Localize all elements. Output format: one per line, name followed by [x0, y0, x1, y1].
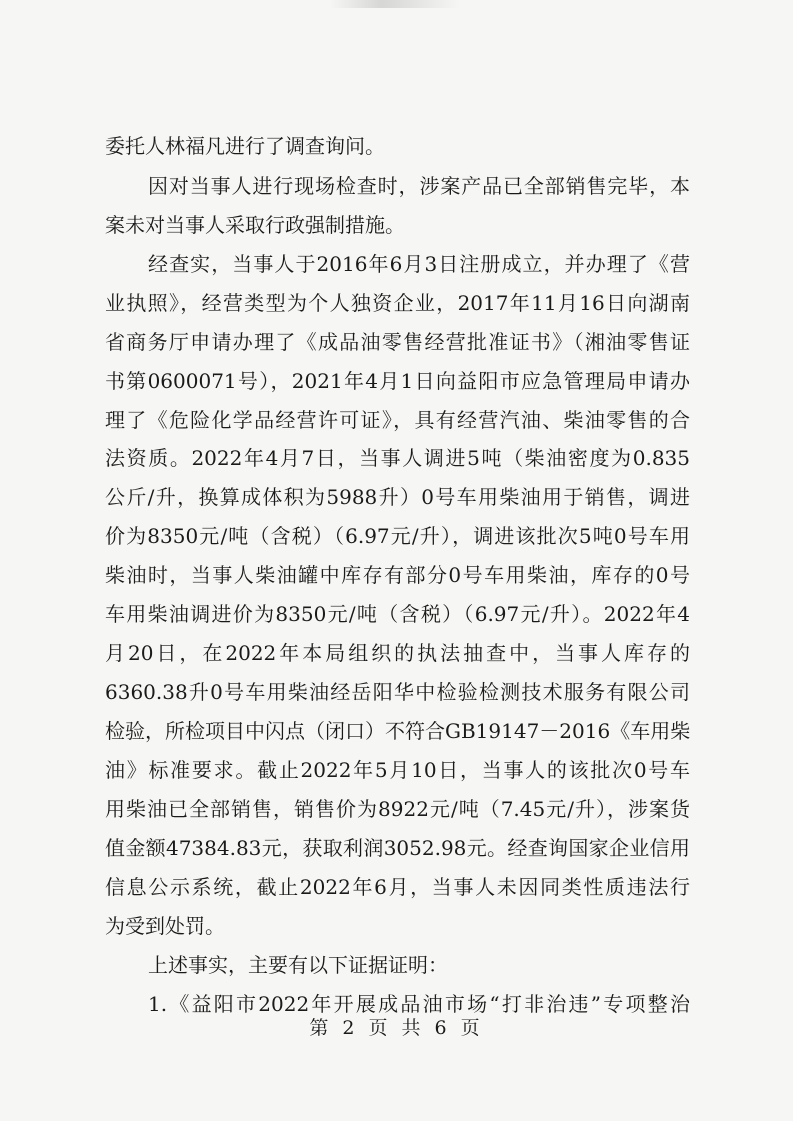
text-line: 检验，所检项目中闪点（闭口）不符合GB19147－2016《车用柴: [105, 719, 690, 743]
text-line: 因对当事人进行现场检查时，涉案产品已全部销售完毕，本: [148, 174, 690, 198]
text-line: 柴油时，当事人柴油罐中库存有部分0号车用柴油，库存的0号: [105, 563, 690, 587]
text-line: 油》标准要求。截止2022年5月10日，当事人的该批次0号车: [105, 758, 690, 782]
text-line: 6360.38升0号车用柴油经岳阳华中检验检测技术服务有限公司: [105, 680, 690, 704]
text-line: 为受到处罚。: [105, 914, 225, 938]
text-line: 省商务厅申请办理了《成品油零售经营批准证书》（湘油零售证: [105, 330, 690, 354]
scan-artifact: [330, 0, 460, 8]
text-line: 书第0600071号），2021年4月1日向益阳市应急管理局申请办: [105, 369, 690, 393]
text-line: 1.《益阳市2022年开展成品油市场“打非治违”专项整治: [148, 992, 690, 1016]
text-line: 业执照》，经营类型为个人独资企业，2017年11月16日向湖南: [105, 291, 690, 315]
text-line: 案未对当事人采取行政强制措施。: [105, 213, 405, 237]
text-line: 上述事实，主要有以下证据证明：: [148, 953, 448, 977]
text-line: 公斤/升，换算成体积为5988升）0号车用柴油用于销售，调进: [105, 485, 690, 509]
text-line: 法资质。2022年4月7日，当事人调进5吨（柴油密度为0.835: [105, 446, 690, 470]
text-line: 理了《危险化学品经营许可证》，具有经营汽油、柴油零售的合: [105, 408, 690, 432]
text-line: 经查实，当事人于2016年6月3日注册成立，并办理了《营: [148, 252, 690, 276]
text-line: 价为8350元/吨（含税）（6.97元/升），调进该批次5吨0号车用: [105, 524, 690, 548]
text-line: 车用柴油调进价为8350元/吨（含税）（6.97元/升）。2022年4: [105, 602, 690, 626]
text-line: 用柴油已全部销售，销售价为8922元/吨（7.45元/升），涉案货: [105, 797, 690, 821]
page-number-footer: 第 2 页 共 6 页: [309, 1017, 484, 1039]
text-line: 委托人林福凡进行了调查询问。: [105, 134, 385, 158]
text-line: 月20日，在2022年本局组织的执法抽查中，当事人库存的: [105, 641, 690, 665]
text-line: 信息公示系统，截止2022年6月，当事人未因同类性质违法行: [105, 875, 690, 899]
text-line: 值金额47384.83元，获取利润3052.98元。经查询国家企业信用: [105, 836, 690, 860]
